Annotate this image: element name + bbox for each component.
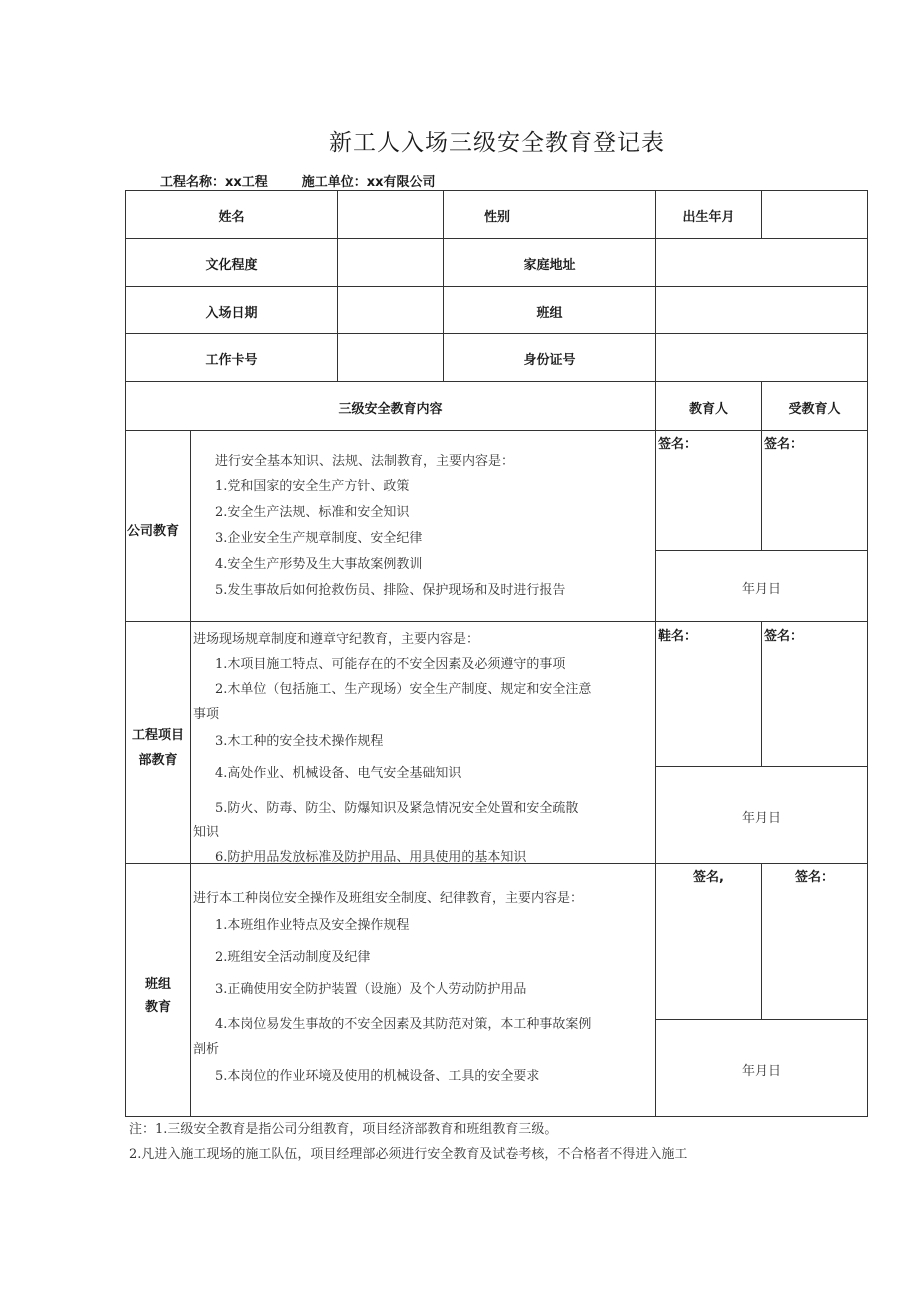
project-line: 5.防火、防毒、防尘、防爆知识及紧急情况安全处置和安全疏散	[215, 801, 579, 816]
project-line: 1.木项目施工特点、可能存在的不安全因素及必须遵守的事项	[215, 657, 566, 672]
label-address: 家庭地址	[523, 258, 576, 273]
team-edu-label-1: 班组	[144, 977, 171, 992]
company-line: 5.发生事故后如何抢救伤员、排险、保护现场和及时进行报告	[215, 583, 566, 598]
educator-header: 教育人	[688, 402, 728, 417]
company-line: 1.党和国家的安全生产方针、政策	[215, 479, 410, 494]
label-gender: 性别	[483, 210, 510, 225]
team-line: 1.本班组作业特点及安全操作规程	[215, 918, 410, 933]
team-line: 进行本工种岗位安全操作及班组安全制度、纪律教育，主要内容是：	[193, 891, 584, 906]
project-line: 事项	[193, 707, 220, 722]
team-edu-label-2: 教育	[144, 1000, 171, 1015]
project-educatee-sign: 签名：	[764, 629, 804, 644]
page-title: 新工人入场三级安全教育登记表	[329, 130, 665, 156]
project-line: 知识	[193, 825, 220, 840]
company-line: 4.安全生产形势及生大事故案例教训	[215, 557, 423, 572]
footnote-2: 2.凡进入施工现场的施工队伍，项目经理部必须进行安全教育及试卷考核，不合格者不得进入施工	[129, 1147, 688, 1162]
company-line: 进行安全基本知识、法规、法制教育，主要内容是：	[215, 454, 515, 469]
company-educator-sign: 签名：	[658, 437, 698, 452]
project-edu-label-1: 工程项目	[131, 728, 184, 743]
label-entry-date: 入场日期	[205, 306, 258, 321]
label-id-number: 身份证号	[523, 353, 576, 368]
project-line: 进场现场规章制度和遵章守纪教育，主要内容是：	[193, 632, 480, 647]
form-header	[160, 171, 470, 190]
company-educatee-sign: 签名：	[764, 437, 804, 452]
project-line: 3.木工种的安全技术操作规程	[215, 734, 384, 749]
company-line: 3.企业安全生产规章制度、安全纪律	[215, 531, 423, 546]
team-line: 2.班组安全活动制度及纪律	[215, 950, 371, 965]
project-line: 6.防护用品发放标准及防护用品、用具使用的基本知识	[215, 850, 527, 865]
construction-unit: 施工单位：xx有限公司	[301, 175, 436, 190]
project-line: 4.高处作业、机械设备、电气安全基础知识	[215, 766, 462, 781]
company-date: 年月日	[741, 582, 781, 597]
label-birth: 出生年月	[682, 210, 735, 225]
footnote-1: 注：1.三级安全教育是指公司分组教育，项目经济部教育和班组教育三级。	[129, 1122, 558, 1137]
team-educatee-sign: 签名：	[794, 870, 834, 885]
company-line: 2.安全生产法规、标准和安全知识	[215, 505, 410, 520]
team-line: 剖析	[193, 1042, 220, 1057]
team-date: 年月日	[741, 1064, 781, 1079]
team-educator-sign: 签名,	[693, 870, 724, 885]
project-educator-sign: 鞋名：	[658, 629, 698, 644]
team-line: 4.本岗位易发生事故的不安全因素及其防范对策，本工种事故案例	[215, 1017, 592, 1032]
label-team: 班组	[536, 306, 563, 321]
project-name: 工程名称：xx工程	[160, 175, 268, 190]
label-name: 姓名	[218, 210, 245, 225]
project-edu-label-2: 部教育	[138, 753, 178, 768]
educatee-header: 受教育人	[788, 402, 841, 417]
company-edu-label: 公司教育	[127, 524, 180, 539]
team-line: 3.正确使用安全防护装置（设施）及个人劳动防护用品	[215, 982, 527, 997]
team-line: 5.本岗位的作业环境及使用的机械设备、工具的安全要求	[215, 1069, 540, 1084]
project-line: 2.木单位（包括施工、生产现场）安全生产制度、规定和安全注意	[215, 682, 592, 697]
label-work-card: 工作卡号	[205, 353, 258, 368]
project-date: 年月日	[741, 811, 781, 826]
edu-content-header: 三级安全教育内容	[338, 402, 443, 417]
label-education: 文化程度	[205, 258, 258, 273]
